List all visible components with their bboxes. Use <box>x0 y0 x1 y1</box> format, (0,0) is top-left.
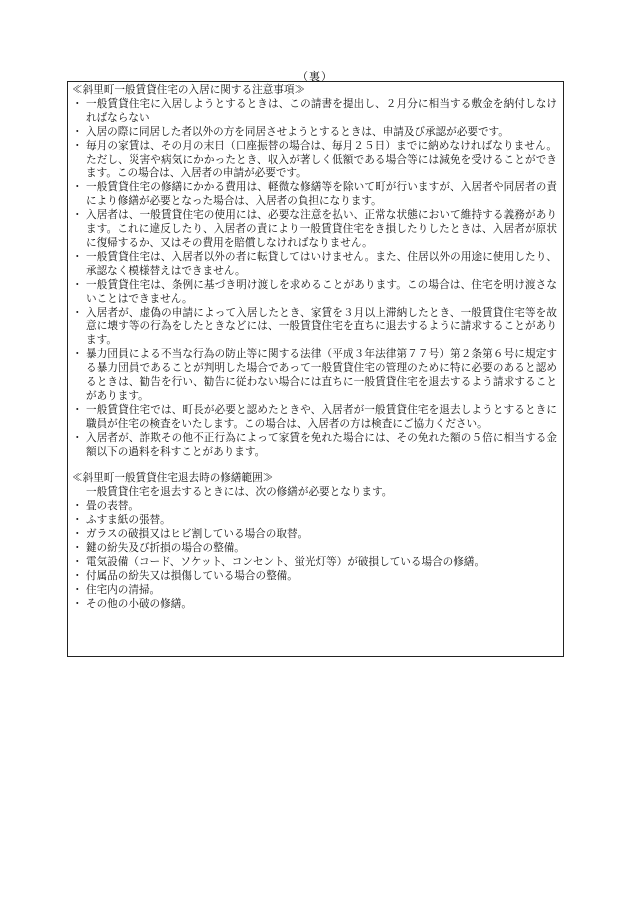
repair-item: ・ その他の小破の修繕。 <box>72 597 192 610</box>
notes-list <box>72 98 557 460</box>
repair-item: ・ 畳の表替。 <box>72 500 139 513</box>
repair-item: ・ 付属品の紛失又は損傷している場合の整備。 <box>72 569 298 582</box>
notes-section-title: ≪斜里町一般賃貸住宅の入居に関する注意事項≫ <box>72 84 306 96</box>
note-item: ・ 一般賃貸住宅は、入居者以外の者に転貸してはいけません。また、住居以外の用途に使用したり、承認なく模様替えはできません。 <box>72 250 557 277</box>
bullet: ・ <box>72 250 83 263</box>
repair-item: ・ ふすま紙の張替。 <box>72 514 171 527</box>
note-item: ・ 暴力団員による不当な行為の防止等に関する法律（平成３年法律第７７号）第２条第６号に規定する暴力団員であることが判明した場合であって一般賃貸住宅の管理のために特に必要のあると認めるときは、勧告を行い、勧告に従わない場合には直ちに一般賃貸住宅を退去するよう請求することがあります。 <box>72 348 557 402</box>
note-item: ・ 毎月の家賃は、その月の末日（口座振替の場合は、毎月２５日）までに納めなければなりません。ただし、災害や病気にかかったとき、収入が著しく低額である場合等には減免を受けることができます。この場合は、入居者の申請が必要です。 <box>72 139 557 180</box>
repair-item: ・ ガラスの破損又はヒビ割している場合の取替。 <box>72 528 309 541</box>
note-item: ・ 一般賃貸住宅の修繕にかかる費用は、軽微な修繕等を除いて町が行いますが、入居者や同居者の責により修繕が必要となった場合は、入居者の負担になります。 <box>72 181 557 208</box>
repair-list <box>72 500 557 611</box>
section-spacer <box>72 459 557 472</box>
repair-item: ・ 電気設備（コード、ソケット、コンセント、蛍光灯等）が破損している場合の修繕。 <box>72 555 486 568</box>
bullet: ・ <box>72 528 83 541</box>
bullet: ・ <box>72 431 83 444</box>
bullet: ・ <box>72 597 83 610</box>
bullet: ・ <box>72 500 83 513</box>
note-item: ・ 一般賃貸住宅では、町長が必要と認めたときや、入居者が一般賃貸住宅を退去しようとするときに職員が住宅の検査をいたします。この場合は、入居者の方は検査にご協力ください。 <box>72 403 557 430</box>
note-item: ・ 入居者は、一般賃貸住宅の使用には、必要な注意を払い、正常な状態において維持する義務があります。これに違反したり、入居者の責により一般賃貸住宅をき損したりしたときは、入居者が原状に復帰するか、又はその費用を賠償しなければなりません。 <box>72 209 557 249</box>
note-item: ・ 入居者が、詐欺その他不正行為によって家賃を免れた場合には、その免れた額の５倍に相当する金額以下の過料を科すことがあります。 <box>72 431 557 458</box>
bullet: ・ <box>72 306 83 319</box>
repair-section-title: ≪斜里町一般賃貸住宅退去時の修繕範囲≫ <box>72 472 274 485</box>
page-label: （裏） <box>297 70 333 83</box>
bullet: ・ <box>72 181 83 194</box>
bullet: ・ <box>72 139 83 152</box>
note-item: ・ 入居の際に同居した者以外の方を同居させようとするときは、申請及び承認が必要です。 <box>72 125 509 138</box>
bullet: ・ <box>72 125 83 138</box>
repair-intro: 一般賃貸住宅を退去するときには、次の修繕が必要となります。 <box>86 486 393 499</box>
bullet: ・ <box>72 583 83 596</box>
bullet: ・ <box>72 555 83 568</box>
repair-item: ・ 鍵の紛失及び折損の場合の整備。 <box>72 542 245 554</box>
note-item: ・ 入居者が、虚偽の申請によって入居したとき、家賃を３月以上滞納したとき、一般賃貸住宅等を故意に壊す等の行為をしたときなどには、一般賃貸住宅を直ちに退去するように請求することがあります。 <box>72 306 557 347</box>
bullet: ・ <box>72 278 83 291</box>
note-item: ・ 一般賃貸住宅は、条例に基づき明け渡しを求めることがあります。この場合は、住宅を明け渡さないことはできません。 <box>72 278 557 305</box>
bullet: ・ <box>72 209 83 222</box>
bullet: ・ <box>72 348 83 361</box>
bullet: ・ <box>72 514 83 527</box>
bullet: ・ <box>72 403 83 416</box>
repair-item: ・ 住宅内の清掃。 <box>72 583 161 596</box>
note-item: ・ 一般賃貸住宅に入居しようとするときは、この請書を提出し、２月分に相当する敷金を納付しなければならない <box>72 97 557 124</box>
bullet: ・ <box>72 542 83 554</box>
bullet: ・ <box>72 97 83 110</box>
notice-box <box>67 81 564 657</box>
bullet: ・ <box>72 569 83 582</box>
